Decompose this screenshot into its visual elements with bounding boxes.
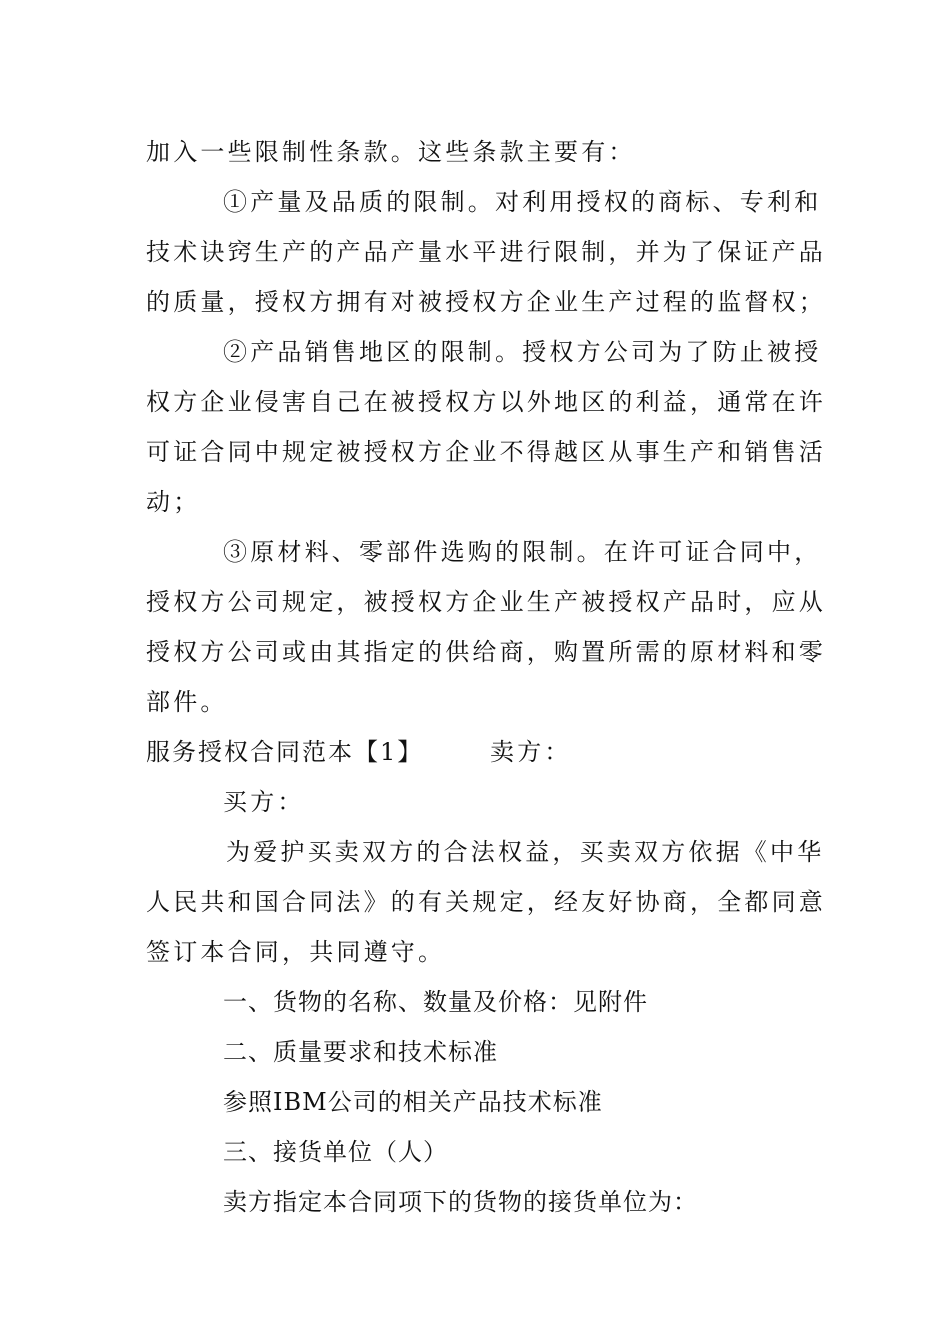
paragraph-line-16: 为爱护买卖双方的合法权益，买卖双方依据《中华: [226, 838, 825, 866]
paragraph-line-10: 授权方公司规定，被授权方企业生产被授权产品时，应从: [146, 588, 826, 616]
clause-2-body: 参照IBM公司的相关产品技术标准: [223, 1088, 603, 1116]
clause-3-heading: 三、接货单位（人）: [223, 1138, 448, 1166]
contract-heading: 服务授权合同范本【1】: [146, 738, 424, 766]
paragraph-line-12: 部件。: [146, 688, 228, 716]
paragraph-line-17: 人民共和国合同法》的有关规定，经友好协商，全都同意: [146, 888, 826, 916]
paragraph-line-9: ③原材料、零部件选购的限制。在许可证合同中，: [223, 538, 822, 566]
paragraph-line-1: 加入一些限制性条款。这些条款主要有：: [146, 138, 636, 166]
paragraph-line-4: 的质量，授权方拥有对被授权方企业生产过程的监督权；: [146, 288, 826, 316]
clause-3-body: 卖方指定本合同项下的货物的接货单位为：: [223, 1188, 698, 1216]
paragraph-line-6: 权方企业侵害自己在被授权方以外地区的利益，通常在许: [146, 388, 826, 416]
paragraph-line-7: 可证合同中规定被授权方企业不得越区从事生产和销售活: [146, 438, 826, 466]
clause-2-heading: 二、质量要求和技术标准: [223, 1038, 498, 1066]
paragraph-line-2: ①产量及品质的限制。对利用授权的商标、专利和: [223, 188, 822, 216]
paragraph-line-8: 动；: [146, 488, 201, 516]
clause-1-heading: 一、货物的名称、数量及价格：见附件: [223, 988, 648, 1016]
seller-label: 卖方：: [490, 738, 572, 766]
paragraph-line-3: 技术诀窍生产的产品产量水平进行限制，并为了保证产品: [146, 238, 826, 266]
paragraph-line-18: 签订本合同，共同遵守。: [146, 938, 446, 966]
buyer-label: 买方：: [223, 788, 305, 816]
paragraph-line-5: ②产品销售地区的限制。授权方公司为了防止被授: [223, 338, 822, 366]
paragraph-line-11: 授权方公司或由其指定的供给商，购置所需的原材料和零: [146, 638, 826, 666]
